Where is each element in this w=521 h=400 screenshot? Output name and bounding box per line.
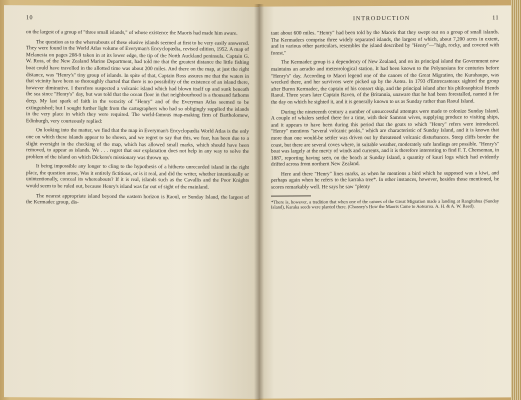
footnote: *There is, however, a tradition that when one of the canoes of the Great Migration made a landing at Rangitahua (Sunday Island), Karaka seeds were planted there. (Chasney's How the Maoris Came to Aotearoa. A. H. & A. W. Reed). <box>271 198 499 210</box>
left-paragraph-3: On looking into the matter, we find that the map in Everyman's Encyclopædia World Atlas is the only one on which these islands appear to be shown, and we regret to say that this, we fear, has been due to a slight oversight in the checking of the map, which has allowed small marks, which should have been removed, to appear as islands. We . . . regret that our explanation does not help in any way to solve the problem of the island on which Dickens's missionary was thrown up. <box>26 127 249 161</box>
left-paragraph-5: The nearest appropriate island beyond the eastern horizon is Raoul, or Sunday Island, the largest of the Kermadec group, dis- <box>26 192 249 206</box>
right-paragraph-2: The Kermadec group is a dependency of New Zealand, and on its principal island the Government now maintains an aeradio and meteorological station. It had been known to the Polynesians for centuries before "Henry's" day. According to Maori legend one of the canoes of the Great Migration, the Kurahaupo, was wrecked there, and her survivors were picked up by the Aotea. In 1793 d'Entrecasteaux sighted the group after Buron Kermadec, the captain of his consort ship, and the principal island after his philosophical friends Raoul. Three years later Captain Raven, of the Britannia, unaware that he had been forestalled, named it for the day on which he sighted it, and it is generally known to us as Sunday rather than Raoul Island. <box>271 58 499 106</box>
left-paragraph-4: It being impossible any longer to cling to the hypothesis of a hitherto unrecorded island in the right place, the question arose, Was it entirely fictitious, or is it real, and did the writer, whether intentionally or unintentionally, conceal its whereabouts? If it is real, islands such as the Cavallis and the Poor Knights would seem to be ruled out, because Henry's island was far out of sight of the mainland. <box>26 163 249 191</box>
page-edges <box>511 0 521 400</box>
left-page-number: 10 <box>26 15 33 22</box>
right-paragraph-1: tant about 600 miles. "Henry" had been told by the Maoris that they swept out on a group of small islands. The Kermadecs comprise three widely separated islands, the largest of which, about 7,200 acres in extent, and in various other particulars, resembles the island described by "Henry"—"high, rocky, and covered with forest." <box>271 29 499 57</box>
right-paragraph-4: Here and there "Henry" lines marks, as when he mentions a bird which he supposed was a kiwi, and perhaps again when he refers to the karraka tree*. In other instances, however, besides those mentioned, he scores remarkably well. He says he saw "plenty <box>271 170 499 191</box>
left-page <box>4 5 259 399</box>
right-paragraph-3: During the nineteenth century a number of unsuccessful attempts were made to colonize Sunday Island. A couple of whalers settled there for a time, with their Samoan wives, supplying produce to visiting ships, and it appears to have been during this period that the goats to which "Henry" refers were introduced. "Henry" mentions "several volcanic peaks," which are characteristic of Sunday Island, and it is known that more than one would-be settler was driven out by threatened volcanic disturbances. Steep cliffs border the coast, but there are several coves where, in suitable weather, moderately safe landings are possible. "Henry's" boat was largely at the mercy of winds and currents, and it is therefore interesting to find F. T. Cheeseman, in 1887, reporting having seen, on the beach at Sunday Island, a quantity of kauri logs which had evidently drifted across from northern New Zealand. <box>271 107 499 168</box>
right-page <box>259 5 511 398</box>
left-page-header <box>26 15 249 23</box>
right-page-number: 11 <box>492 15 499 22</box>
left-paragraph-2: The question as to the whereabouts of these elusive islands seemed at first to be very easily answered. They were found in the World Atlas volume of Everyman's Encyclopædia, revised edition, 1952. A map of Melanesia on pages 208-9 taken in at its lower edge, the tip of the North Auckland peninsula. Captain G. W. Ross, of the New Zealand Marine Department, had told me that the greatest distance the little fishing boat could have travelled in the allotted time was about 200 miles. And there on the map, at just the right distance, was "Henry's" tiny group of islands. In spite of that, Captain Ross assures me that the waters in that vicinity have been so thoroughly charted that there is no possibility of the existence of an island there, however diminutive. I therefore suspected a volcanic island which had blown itself up and sunk beneath the sea since "Henry's" day, but was told that the ocean floor in that neighbourhood is a thousand fathoms deep. My last spark of faith in the veracity of "Henry" and of the Everyman Atlas seemed to be extinguished; but I sought further light from the cartographers who had so obligingly supplied the islands in the very place in which they were required. The world-famous map-making firm of Bartholomew, Edinburgh, very courteously replied: <box>26 38 249 125</box>
left-paragraph-1: on the largest of a group of "three small islands," of whose existence the Maoris had made him aware. <box>26 29 238 37</box>
footnote-rule <box>271 195 311 196</box>
book-gutter <box>254 4 264 400</box>
running-head: INTRODUCTION <box>352 15 411 23</box>
right-page-header <box>271 15 499 22</box>
